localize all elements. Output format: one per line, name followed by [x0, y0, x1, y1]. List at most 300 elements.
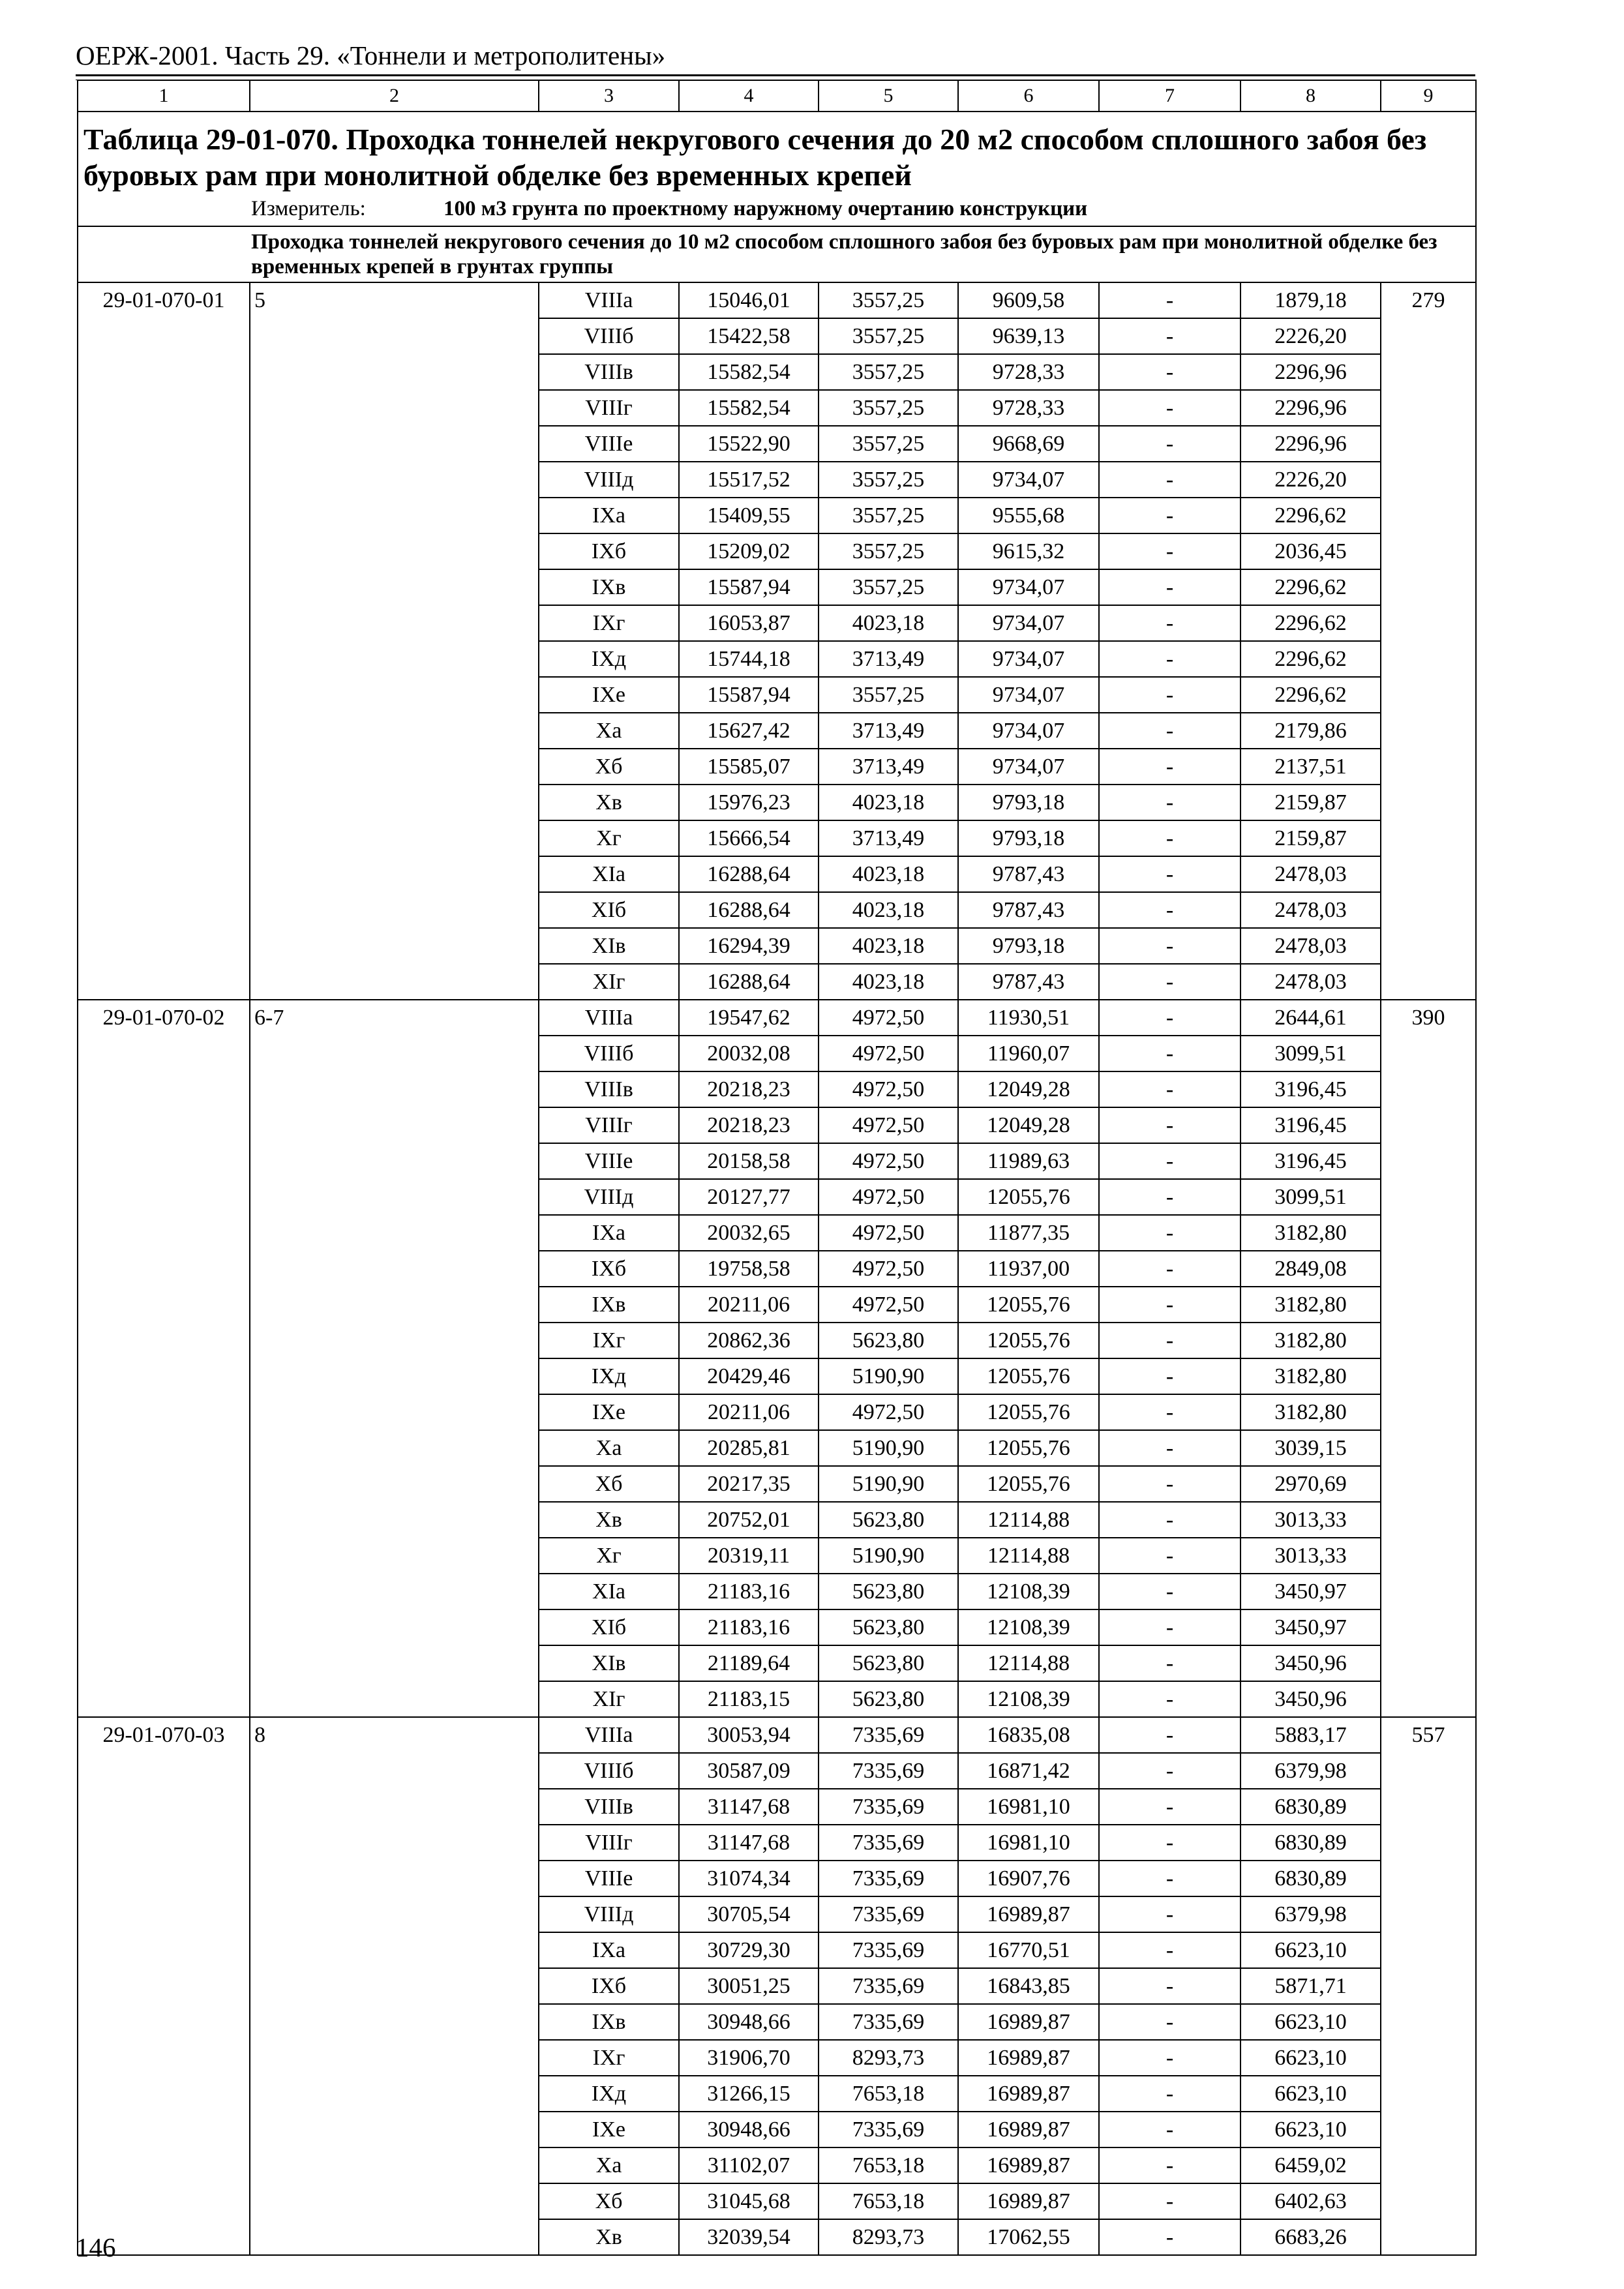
col-wages: 4023,18	[819, 928, 958, 964]
col-wages: 7335,69	[819, 1717, 958, 1753]
col-machines: 11989,63	[958, 1143, 1099, 1179]
col-machines: 9734,07	[958, 641, 1099, 677]
col-wages: 5623,80	[819, 1502, 958, 1538]
col-total: 31906,70	[679, 2040, 819, 2076]
col-machines: 11930,51	[958, 1000, 1099, 1036]
soil-category: VIIIд	[539, 462, 679, 498]
column-number: 9	[1381, 80, 1476, 112]
soil-category: VIIIб	[539, 1753, 679, 1789]
col-wages: 5623,80	[819, 1574, 958, 1609]
soil-category: VIIIд	[539, 1896, 679, 1932]
table-row	[78, 1000, 1476, 1036]
col-machines: 12055,76	[958, 1430, 1099, 1466]
col-total: 16053,87	[679, 605, 819, 641]
col-drivers-wages: -	[1099, 1861, 1241, 1896]
col-materials: 3013,33	[1241, 1502, 1381, 1538]
soil-category: IXг	[539, 1323, 679, 1358]
col-total: 30948,66	[679, 2004, 819, 2040]
soil-category: Xб	[539, 749, 679, 785]
col-materials: 2478,03	[1241, 892, 1381, 928]
col-wages: 5190,90	[819, 1466, 958, 1502]
soil-category: VIIIа	[539, 1717, 679, 1753]
col-wages: 7653,18	[819, 2076, 958, 2112]
col-drivers-wages: -	[1099, 426, 1241, 462]
col-total: 20285,81	[679, 1430, 819, 1466]
table-title-cell	[78, 112, 1476, 226]
soil-category: IXг	[539, 605, 679, 641]
col-materials: 3196,45	[1241, 1107, 1381, 1143]
col-materials: 2296,62	[1241, 641, 1381, 677]
col-total: 20319,11	[679, 1538, 819, 1574]
soil-category: IXа	[539, 1932, 679, 1968]
col-drivers-wages: -	[1099, 1789, 1241, 1825]
col-total: 16288,64	[679, 892, 819, 928]
col-machines: 16907,76	[958, 1861, 1099, 1896]
col-total: 15517,52	[679, 462, 819, 498]
col-materials: 2226,20	[1241, 462, 1381, 498]
col-machines: 9668,69	[958, 426, 1099, 462]
col-total: 20218,23	[679, 1071, 819, 1107]
col-machines: 12114,88	[958, 1502, 1099, 1538]
soil-category: VIIIв	[539, 354, 679, 390]
col-total: 15585,07	[679, 749, 819, 785]
col-wages: 3557,25	[819, 282, 958, 318]
col-wages: 4023,18	[819, 892, 958, 928]
col-materials: 3450,96	[1241, 1681, 1381, 1717]
soil-category: Xг	[539, 1538, 679, 1574]
col-total: 30051,25	[679, 1968, 819, 2004]
rate-code: 29-01-070-03	[78, 1717, 250, 2255]
col-drivers-wages: -	[1099, 1179, 1241, 1215]
col-drivers-wages: -	[1099, 2004, 1241, 2040]
col-materials: 3182,80	[1241, 1323, 1381, 1358]
col-materials: 2137,51	[1241, 749, 1381, 785]
col-materials: 6379,98	[1241, 1753, 1381, 1789]
col-materials: 2296,62	[1241, 605, 1381, 641]
col-wages: 8293,73	[819, 2219, 958, 2255]
col-drivers-wages: -	[1099, 462, 1241, 498]
col-drivers-wages: -	[1099, 1502, 1241, 1538]
col-total: 19547,62	[679, 1000, 819, 1036]
col-total: 31266,15	[679, 2076, 819, 2112]
col-total: 20032,65	[679, 1215, 819, 1251]
col-machines: 16989,87	[958, 2076, 1099, 2112]
col-machines: 12055,76	[958, 1358, 1099, 1394]
soil-category: IXв	[539, 569, 679, 605]
soil-category: XIб	[539, 1609, 679, 1645]
col-total: 20218,23	[679, 1107, 819, 1143]
measure-label: Измеритель:	[251, 197, 366, 220]
col-total: 15582,54	[679, 354, 819, 390]
soil-category: VIIIг	[539, 1825, 679, 1861]
col-total: 16288,64	[679, 856, 819, 892]
col-wages: 4972,50	[819, 1394, 958, 1430]
col-machines: 12055,76	[958, 1394, 1099, 1430]
col-drivers-wages: -	[1099, 677, 1241, 713]
col-drivers-wages: -	[1099, 1071, 1241, 1107]
soil-category: Xв	[539, 1502, 679, 1538]
col-drivers-wages: -	[1099, 856, 1241, 892]
soil-category: Xг	[539, 820, 679, 856]
col-total: 15627,42	[679, 713, 819, 749]
col-total: 21183,16	[679, 1574, 819, 1609]
col-wages: 7335,69	[819, 2004, 958, 2040]
col-drivers-wages: -	[1099, 1538, 1241, 1574]
col-wages: 3557,25	[819, 354, 958, 390]
col-wages: 4023,18	[819, 785, 958, 820]
col-machines: 12055,76	[958, 1179, 1099, 1215]
col-drivers-wages: -	[1099, 2147, 1241, 2183]
col-wages: 5190,90	[819, 1430, 958, 1466]
col-drivers-wages: -	[1099, 2040, 1241, 2076]
col-wages: 7335,69	[819, 1932, 958, 1968]
col-materials: 2478,03	[1241, 928, 1381, 964]
col-drivers-wages: -	[1099, 1681, 1241, 1717]
col-total: 15587,94	[679, 677, 819, 713]
soil-category: IXд	[539, 641, 679, 677]
col-wages: 4972,50	[819, 1107, 958, 1143]
col-machines: 12108,39	[958, 1681, 1099, 1717]
col-drivers-wages: -	[1099, 1394, 1241, 1430]
col-wages: 3713,49	[819, 820, 958, 856]
soil-category: VIIIе	[539, 1861, 679, 1896]
col-machines: 16871,42	[958, 1753, 1099, 1789]
col-total: 15209,02	[679, 533, 819, 569]
soil-category: XIв	[539, 1645, 679, 1681]
col-drivers-wages: -	[1099, 964, 1241, 1000]
col-wages: 7335,69	[819, 1896, 958, 1932]
soil-category: XIг	[539, 1681, 679, 1717]
col-materials: 3450,97	[1241, 1609, 1381, 1645]
col-machines: 12055,76	[958, 1323, 1099, 1358]
col-machines: 12114,88	[958, 1645, 1099, 1681]
col-materials: 2478,03	[1241, 964, 1381, 1000]
col-materials: 6379,98	[1241, 1896, 1381, 1932]
col-drivers-wages: -	[1099, 1466, 1241, 1502]
col-wages: 4023,18	[819, 964, 958, 1000]
col-wages: 4972,50	[819, 1000, 958, 1036]
col-drivers-wages: -	[1099, 1287, 1241, 1323]
col-total: 31147,68	[679, 1789, 819, 1825]
soil-category: IXе	[539, 2112, 679, 2147]
col-materials: 6830,89	[1241, 1789, 1381, 1825]
col-materials: 6623,10	[1241, 2004, 1381, 2040]
col-total: 20211,06	[679, 1287, 819, 1323]
col-drivers-wages: -	[1099, 892, 1241, 928]
col-machines: 16989,87	[958, 2183, 1099, 2219]
col-wages: 3557,25	[819, 426, 958, 462]
col-drivers-wages: -	[1099, 354, 1241, 390]
col-machines: 16835,08	[958, 1717, 1099, 1753]
col-wages: 4972,50	[819, 1179, 958, 1215]
col-machines: 9793,18	[958, 785, 1099, 820]
soil-category: VIIIг	[539, 1107, 679, 1143]
col-materials: 6623,10	[1241, 2112, 1381, 2147]
col-wages: 3713,49	[819, 713, 958, 749]
col-wages: 3557,25	[819, 498, 958, 533]
col-drivers-wages: -	[1099, 605, 1241, 641]
col-total: 30948,66	[679, 2112, 819, 2147]
table-row	[78, 1717, 1476, 1753]
col-wages: 3557,25	[819, 533, 958, 569]
col-wages: 7653,18	[819, 2147, 958, 2183]
labor-cost: 390	[1381, 1000, 1476, 1717]
col-wages: 4972,50	[819, 1251, 958, 1287]
col-drivers-wages: -	[1099, 713, 1241, 749]
col-drivers-wages: -	[1099, 1574, 1241, 1609]
col-drivers-wages: -	[1099, 1323, 1241, 1358]
col-materials: 3039,15	[1241, 1430, 1381, 1466]
col-machines: 16989,87	[958, 2147, 1099, 2183]
col-drivers-wages: -	[1099, 318, 1241, 354]
col-wages: 3713,49	[819, 749, 958, 785]
col-machines: 9734,07	[958, 462, 1099, 498]
col-total: 15666,54	[679, 820, 819, 856]
col-total: 15422,58	[679, 318, 819, 354]
table-body	[78, 80, 1476, 2255]
col-machines: 16989,87	[958, 2004, 1099, 2040]
soil-category: IXе	[539, 677, 679, 713]
table-title-row	[78, 112, 1476, 226]
labor-cost: 279	[1381, 282, 1476, 1000]
col-total: 16294,39	[679, 928, 819, 964]
soil-category: IXб	[539, 1251, 679, 1287]
col-materials: 2478,03	[1241, 856, 1381, 892]
col-drivers-wages: -	[1099, 282, 1241, 318]
col-wages: 3713,49	[819, 641, 958, 677]
col-total: 16288,64	[679, 964, 819, 1000]
labor-cost: 557	[1381, 1717, 1476, 2255]
col-drivers-wages: -	[1099, 820, 1241, 856]
col-drivers-wages: -	[1099, 1932, 1241, 1968]
soil-category: VIIIд	[539, 1179, 679, 1215]
col-materials: 2849,08	[1241, 1251, 1381, 1287]
col-drivers-wages: -	[1099, 1036, 1241, 1071]
col-drivers-wages: -	[1099, 569, 1241, 605]
col-machines: 16843,85	[958, 1968, 1099, 2004]
col-wages: 4972,50	[819, 1215, 958, 1251]
col-materials: 3099,51	[1241, 1179, 1381, 1215]
col-total: 30053,94	[679, 1717, 819, 1753]
col-machines: 9793,18	[958, 820, 1099, 856]
col-materials: 3196,45	[1241, 1071, 1381, 1107]
col-materials: 3099,51	[1241, 1036, 1381, 1071]
col-materials: 2036,45	[1241, 533, 1381, 569]
table-row	[78, 282, 1476, 318]
soil-category: IXб	[539, 1968, 679, 2004]
soil-category: VIIIг	[539, 390, 679, 426]
col-wages: 7335,69	[819, 1825, 958, 1861]
col-materials: 2970,69	[1241, 1466, 1381, 1502]
col-total: 20127,77	[679, 1179, 819, 1215]
col-machines: 12108,39	[958, 1609, 1099, 1645]
col-materials: 3450,96	[1241, 1645, 1381, 1681]
col-total: 15409,55	[679, 498, 819, 533]
col-drivers-wages: -	[1099, 2219, 1241, 2255]
col-wages: 4972,50	[819, 1287, 958, 1323]
measure-line	[78, 193, 1475, 226]
column-number: 4	[679, 80, 819, 112]
col-total: 20032,08	[679, 1036, 819, 1071]
col-drivers-wages: -	[1099, 1896, 1241, 1932]
subtitle-row	[78, 226, 1476, 282]
col-wages: 3557,25	[819, 462, 958, 498]
col-drivers-wages: -	[1099, 749, 1241, 785]
col-machines: 9555,68	[958, 498, 1099, 533]
col-materials: 2296,62	[1241, 498, 1381, 533]
col-materials: 5871,71	[1241, 1968, 1381, 2004]
col-materials: 2159,87	[1241, 820, 1381, 856]
col-machines: 9609,58	[958, 282, 1099, 318]
col-total: 21183,16	[679, 1609, 819, 1645]
col-materials: 6683,26	[1241, 2219, 1381, 2255]
col-drivers-wages: -	[1099, 785, 1241, 820]
soil-category: Xв	[539, 785, 679, 820]
soil-category: XIг	[539, 964, 679, 1000]
col-total: 15046,01	[679, 282, 819, 318]
col-materials: 3450,97	[1241, 1574, 1381, 1609]
col-total: 19758,58	[679, 1251, 819, 1287]
col-drivers-wages: -	[1099, 928, 1241, 964]
col-materials: 3182,80	[1241, 1215, 1381, 1251]
col-materials: 2296,62	[1241, 677, 1381, 713]
col-machines: 9734,07	[958, 569, 1099, 605]
soil-group: 5	[250, 282, 539, 1000]
col-total: 15587,94	[679, 569, 819, 605]
soil-category: VIIIа	[539, 282, 679, 318]
col-wages: 7335,69	[819, 1753, 958, 1789]
col-materials: 2296,62	[1241, 569, 1381, 605]
col-machines: 11960,07	[958, 1036, 1099, 1071]
soil-category: IXб	[539, 533, 679, 569]
soil-category: VIIIе	[539, 426, 679, 462]
col-materials: 3196,45	[1241, 1143, 1381, 1179]
col-wages: 7335,69	[819, 1861, 958, 1896]
col-total: 31045,68	[679, 2183, 819, 2219]
col-wages: 8293,73	[819, 2040, 958, 2076]
col-materials: 6623,10	[1241, 2040, 1381, 2076]
soil-category: Xв	[539, 2219, 679, 2255]
col-drivers-wages: -	[1099, 1000, 1241, 1036]
col-total: 20429,46	[679, 1358, 819, 1394]
col-machines: 16989,87	[958, 2040, 1099, 2076]
col-materials: 2296,96	[1241, 390, 1381, 426]
col-machines: 9734,07	[958, 713, 1099, 749]
col-machines: 12049,28	[958, 1071, 1099, 1107]
col-materials: 2296,96	[1241, 354, 1381, 390]
soil-category: IXг	[539, 2040, 679, 2076]
col-materials: 6402,63	[1241, 2183, 1381, 2219]
col-drivers-wages: -	[1099, 1143, 1241, 1179]
col-materials: 3182,80	[1241, 1394, 1381, 1430]
soil-category: VIIIв	[539, 1071, 679, 1107]
col-wages: 4972,50	[819, 1071, 958, 1107]
soil-category: Xб	[539, 2183, 679, 2219]
col-wages: 7653,18	[819, 2183, 958, 2219]
soil-category: IXе	[539, 1394, 679, 1430]
soil-category: IXд	[539, 2076, 679, 2112]
soil-category: XIа	[539, 856, 679, 892]
column-number: 7	[1099, 80, 1241, 112]
col-total: 15976,23	[679, 785, 819, 820]
column-number-row	[78, 80, 1476, 112]
col-wages: 4972,50	[819, 1036, 958, 1071]
soil-group: 8	[250, 1717, 539, 2255]
col-total: 31147,68	[679, 1825, 819, 1861]
col-total: 15522,90	[679, 426, 819, 462]
col-total: 31074,34	[679, 1861, 819, 1896]
column-number: 1	[78, 80, 250, 112]
col-drivers-wages: -	[1099, 498, 1241, 533]
col-drivers-wages: -	[1099, 641, 1241, 677]
col-wages: 7335,69	[819, 1968, 958, 2004]
rates-table	[77, 80, 1477, 2256]
col-total: 20862,36	[679, 1323, 819, 1358]
col-materials: 6623,10	[1241, 1932, 1381, 1968]
col-total: 30587,09	[679, 1753, 819, 1789]
soil-category: Xб	[539, 1466, 679, 1502]
col-machines: 9615,32	[958, 533, 1099, 569]
col-materials: 3013,33	[1241, 1538, 1381, 1574]
col-drivers-wages: -	[1099, 1430, 1241, 1466]
rates-table-wrapper	[77, 80, 1475, 2256]
col-wages: 4023,18	[819, 605, 958, 641]
column-number: 5	[819, 80, 958, 112]
col-machines: 9734,07	[958, 605, 1099, 641]
col-machines: 12055,76	[958, 1287, 1099, 1323]
soil-category: VIIIв	[539, 1789, 679, 1825]
col-machines: 9728,33	[958, 390, 1099, 426]
col-total: 31102,07	[679, 2147, 819, 2183]
col-machines: 9728,33	[958, 354, 1099, 390]
col-wages: 3557,25	[819, 569, 958, 605]
col-total: 21183,15	[679, 1681, 819, 1717]
col-total: 15744,18	[679, 641, 819, 677]
col-materials: 2179,86	[1241, 713, 1381, 749]
col-wages: 7335,69	[819, 1789, 958, 1825]
column-number: 8	[1241, 80, 1381, 112]
col-wages: 5190,90	[819, 1538, 958, 1574]
soil-category: VIIIб	[539, 1036, 679, 1071]
column-number: 2	[250, 80, 539, 112]
page-number: 146	[76, 2232, 116, 2262]
col-wages: 5623,80	[819, 1645, 958, 1681]
col-machines: 11937,00	[958, 1251, 1099, 1287]
col-drivers-wages: -	[1099, 1968, 1241, 2004]
col-drivers-wages: -	[1099, 2076, 1241, 2112]
page-header: ОЕРЖ-2001. Часть 29. «Тоннели и метрополитены»	[76, 40, 666, 70]
col-wages: 5190,90	[819, 1358, 958, 1394]
rate-code: 29-01-070-02	[78, 1000, 250, 1717]
col-drivers-wages: -	[1099, 1645, 1241, 1681]
col-total: 15582,54	[679, 390, 819, 426]
soil-category: Xа	[539, 2147, 679, 2183]
col-machines: 9787,43	[958, 856, 1099, 892]
soil-category: IXа	[539, 498, 679, 533]
col-machines: 12114,88	[958, 1538, 1099, 1574]
col-wages: 3557,25	[819, 677, 958, 713]
col-total: 20752,01	[679, 1502, 819, 1538]
soil-category: IXв	[539, 1287, 679, 1323]
col-drivers-wages: -	[1099, 1753, 1241, 1789]
col-drivers-wages: -	[1099, 1358, 1241, 1394]
soil-category: VIIIа	[539, 1000, 679, 1036]
col-drivers-wages: -	[1099, 2112, 1241, 2147]
soil-category: XIа	[539, 1574, 679, 1609]
col-materials: 2644,61	[1241, 1000, 1381, 1036]
col-drivers-wages: -	[1099, 390, 1241, 426]
soil-category: IXд	[539, 1358, 679, 1394]
